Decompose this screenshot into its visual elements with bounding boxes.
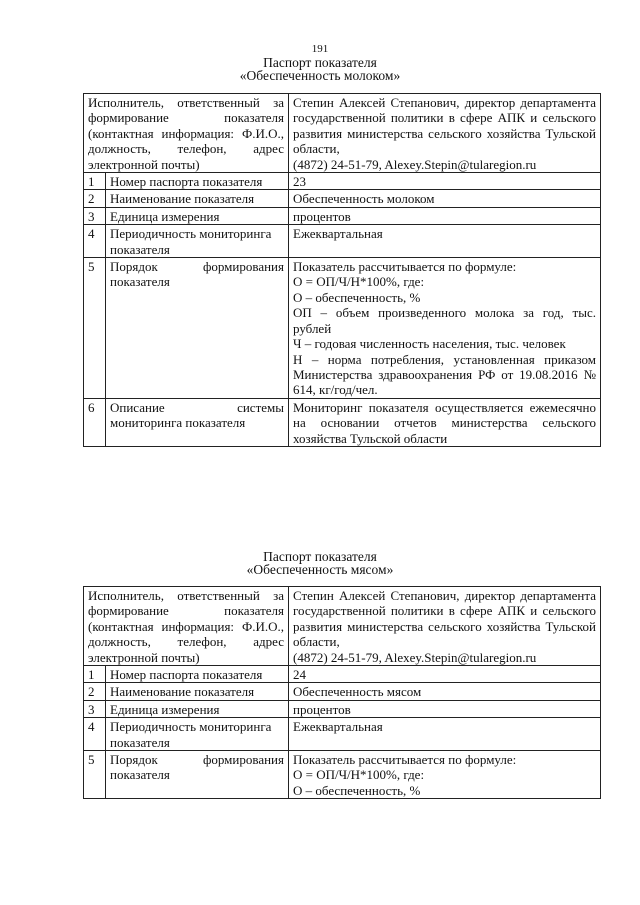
row-label	[106, 173, 289, 190]
table-row	[84, 700, 601, 717]
passport-2-table	[83, 586, 601, 799]
formula-line: О = ОП/Ч/Н*100%, где:	[293, 767, 425, 783]
row-value: 23	[289, 173, 601, 190]
formula-description	[289, 258, 601, 399]
row-value: Мониторинг показателя осуществляется ежемесячно на основании отчетов министерства сельского хозяйства Тульской области	[289, 398, 601, 446]
row-value: Обеспеченность мясом	[289, 683, 601, 700]
formula-line: Показатель рассчитывается по формуле:	[293, 752, 517, 768]
row-value: процентов	[289, 700, 601, 717]
row-label: Единица измерения	[106, 700, 289, 717]
row-number: 6	[84, 398, 106, 446]
passport-number-label: Номер паспорта показателя	[110, 667, 263, 683]
row-label: Наименование показателя	[106, 683, 289, 700]
executor-contact: (4872) 24-51-79, Alexey.Stepin@tularegion.ru	[293, 649, 537, 665]
row-value: процентов	[289, 207, 601, 224]
row-number: 1	[84, 173, 106, 190]
row-value: Обеспеченность молоком	[289, 190, 601, 207]
row-label	[106, 666, 289, 683]
executor-value	[289, 587, 601, 666]
table-row	[84, 587, 601, 666]
table-row	[84, 718, 601, 751]
row-number: 2	[84, 683, 106, 700]
table-row	[84, 190, 601, 207]
row-label: Описание системы мониторинга показателя	[106, 398, 289, 446]
row-number: 1	[84, 666, 106, 683]
row-number: 3	[84, 207, 106, 224]
executor-contact: (4872) 24-51-79, Alexey.Stepin@tularegion.ru	[293, 156, 537, 172]
table-row	[84, 173, 601, 190]
row-label: Порядок формирования показателя	[106, 258, 289, 399]
passport-2-title: Паспорт показателя	[263, 549, 377, 564]
formula-description	[289, 751, 601, 799]
executor-label: Исполнитель, ответственный за формирование показателя (контактная информация: Ф.И.О., должность, телефон, адрес электронной почты)	[84, 587, 289, 666]
row-label: Периодичность мониторинга показателя	[106, 718, 289, 751]
row-number: 4	[84, 718, 106, 751]
formula-line: О = ОП/Ч/Н*100%, где:	[293, 274, 425, 290]
row-label: Периодичность мониторинга показателя	[106, 225, 289, 258]
table-row	[84, 94, 601, 173]
table-row	[84, 398, 601, 446]
executor-name: Степин Алексей Степанович, директор департамента государственной политики в сфере АПК и сельского развития министерства сельского хозяйства Тульской области,	[293, 95, 596, 157]
table-row	[84, 751, 601, 799]
passport-1-table	[83, 93, 601, 447]
row-label: Наименование показателя	[106, 190, 289, 207]
row-label: Единица измерения	[106, 207, 289, 224]
table-row	[84, 207, 601, 224]
table-row	[84, 666, 601, 683]
table-row	[84, 258, 601, 399]
executor-value	[289, 94, 601, 173]
formula-line: Показатель рассчитывается по формуле:	[293, 259, 517, 275]
row-label: Порядок формирования показателя	[106, 751, 289, 799]
passport-1-subtitle: «Обеспеченность молоком»	[239, 68, 401, 83]
passport-2-subtitle: «Обеспеченность мясом»	[246, 562, 394, 577]
row-number: 3	[84, 700, 106, 717]
table-row	[84, 683, 601, 700]
formula-line: О – обеспеченность, %	[293, 289, 421, 305]
row-value: Ежеквартальная	[289, 225, 601, 258]
formula-line: ОП – объем произведенного молока за год, тыс. рублей	[293, 305, 596, 336]
passport-1-title: Паспорт показателя	[263, 55, 377, 70]
executor-label: Исполнитель, ответственный за формирование показателя (контактная информация: Ф.И.О., должность, телефон, адрес электронной почты)	[84, 94, 289, 173]
formula-line: Ч – годовая численность населения, тыс. человек	[293, 336, 566, 352]
row-number: 4	[84, 225, 106, 258]
page-number: 191	[311, 43, 329, 55]
row-number: 5	[84, 751, 106, 799]
row-number: 5	[84, 258, 106, 399]
formula-line: О – обеспеченность, %	[293, 782, 421, 798]
table-row	[84, 225, 601, 258]
row-number: 2	[84, 190, 106, 207]
formula-line: Н – норма потребления, установленная приказом Министерства здравоохранения РФ от 19.08.2016 № 614, кг/год/чел.	[293, 351, 596, 398]
executor-name: Степин Алексей Степанович, директор департамента государственной политики в сфере АПК и сельского развития министерства сельского хозяйства Тульской области,	[293, 588, 596, 650]
passport-number-label: Номер паспорта показателя	[110, 174, 263, 190]
row-value: 24	[289, 666, 601, 683]
row-value: Ежеквартальная	[289, 718, 601, 751]
